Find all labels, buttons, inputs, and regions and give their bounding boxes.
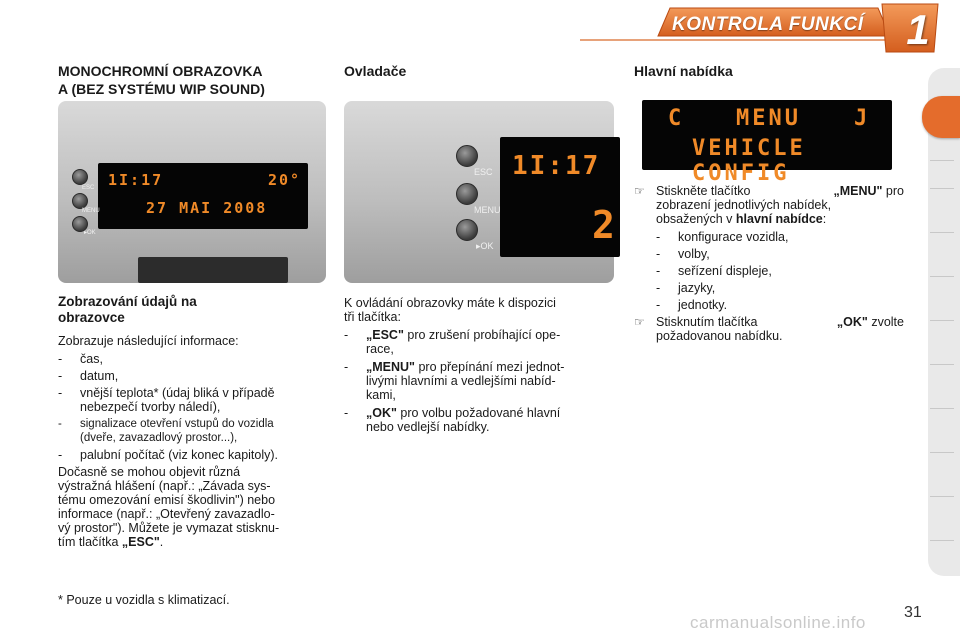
menu-label: MENU: [82, 208, 100, 214]
pointing-hand-icon: ☞: [634, 184, 645, 198]
controls-photo: [344, 101, 617, 283]
lcd-digit: 2: [592, 203, 617, 247]
display-info-text: Zobrazuje následující informace: - čas, - datum, - vnější teplota* (údaj bliká v případě nebezpečí tvorby náledí), - signalizace otevření vstupů do vozidla (dveře, zavazadlový prostor...), - palubní počítač (viz konec kapitoly). Dočasně se mohou objevit různá výstražná hlášení (např.: „Závada sys- tému omezování emisí škodlivin") nebo informace (např.: „Otevřený zavazadlo- vý prostor"). Můžete je vymazat stisknu- tím tlačítka „ESC".: [58, 334, 326, 549]
lcd-menu-item: VEHICLE CONFIG: [692, 136, 806, 186]
controls-text: K ovládání obrazovky máte k dispozici tři tlačítka: - „ESC" pro zrušení probíhající ope- race, - „MENU" pro přepínání mezi jednot- livými hlavními a vedlejšími nabíd- kami, - „OK" pro volbu požadované hlavní nebo vedlejší nabídky.: [344, 296, 614, 434]
chapter-number: 1: [906, 6, 930, 53]
lcd-temperature: 20°: [268, 171, 302, 189]
watermark: carmanualsonline.info: [690, 613, 866, 632]
esc-label: ESC: [474, 167, 493, 177]
esc-button: [72, 169, 88, 185]
tab-divider: [930, 232, 954, 233]
lcd-arrow-right: J: [854, 106, 871, 131]
lcd-time: 1I:17: [512, 151, 601, 181]
tab-divider: [930, 320, 954, 321]
esc-button: [456, 145, 478, 167]
ok-label: ▸OK: [84, 230, 96, 236]
lcd-date: 27 MAI 2008: [146, 199, 268, 217]
main-menu-text: ☞ Stiskněte tlačítko „MENU" pro zobrazení jednotlivých nabídek, obsažených v hlavní nabídce: - konfigurace vozidla, - volby, - seřízení displeje, - jazyky, - jednotky. ☞ Stisknutím tlačítka „OK" zvolte požadovanou nabídku.: [634, 184, 904, 343]
footnote: * Pouze u vozidla s klimatizací.: [58, 593, 230, 607]
lcd-screen: [98, 163, 308, 229]
tab-divider: [930, 540, 954, 541]
step-press-ok: ☞ Stisknutím tlačítka „OK" zvolte požadovanou nabídku.: [634, 315, 904, 343]
display-photo: [58, 101, 326, 283]
ok-label: ▸OK: [476, 241, 494, 251]
lcd-screen-closeup: [500, 137, 620, 257]
step-press-menu: ☞ Stiskněte tlačítko „MENU" pro zobrazení jednotlivých nabídek, obsažených v hlavní nabídce:: [634, 184, 904, 226]
menu-button: [72, 193, 88, 209]
active-chapter-tab[interactable]: [922, 96, 960, 138]
menu-description: - „MENU" pro přepínání mezi jednot- livými hlavními a vedlejšími nabíd- kami,: [344, 360, 565, 402]
page-number: 31: [904, 604, 922, 621]
intro-text: Zobrazuje následující informace:: [58, 334, 239, 348]
section-heading-main-menu: Hlavní nabídka: [634, 63, 733, 79]
vent-strip: [138, 257, 288, 283]
lcd-menu-title: MENU: [736, 106, 801, 131]
tab-divider: [930, 160, 954, 161]
tab-divider: [930, 496, 954, 497]
section-heading-controls: Ovladače: [344, 63, 407, 79]
section-heading-display: MONOCHROMNÍ OBRAZOVKA A (BEZ SYSTÉMU WIP SOUND): [58, 63, 265, 97]
page-header-title: KONTROLA FUNKCÍ: [672, 14, 864, 35]
menu-label: MENU: [474, 205, 501, 215]
menu-button: [456, 183, 478, 205]
warning-paragraph: Dočasně se mohou objevit různá výstražná hlášení (např.: „Závada sys- tému omezování emisí škodlivin") nebo informace (např.: „Otevřený zavazadlo- vý prostor"). Můžete je vymazat stisknu- tím tlačítka „ESC".: [58, 465, 280, 549]
subheading-data-display: Zobrazování údajů na obrazovce: [58, 294, 197, 325]
ok-description: - „OK" pro volbu požadované hlavní nebo vedlejší nabídky.: [344, 406, 561, 434]
esc-description: - „ESC" pro zrušení probíhající ope- race,: [344, 328, 561, 356]
lcd-time: 1I:17: [108, 171, 164, 189]
tab-divider: [930, 408, 954, 409]
pointing-hand-icon: ☞: [634, 315, 645, 329]
esc-label: ESC: [82, 185, 95, 191]
tab-divider: [930, 276, 954, 277]
tab-divider: [930, 188, 954, 189]
ok-button: [456, 219, 478, 241]
menu-lcd-screen: [642, 100, 892, 186]
tab-divider: [930, 452, 954, 453]
lcd-arrow-left: C: [668, 106, 685, 131]
chapter-tab-strip: [928, 68, 960, 576]
tab-divider: [930, 364, 954, 365]
